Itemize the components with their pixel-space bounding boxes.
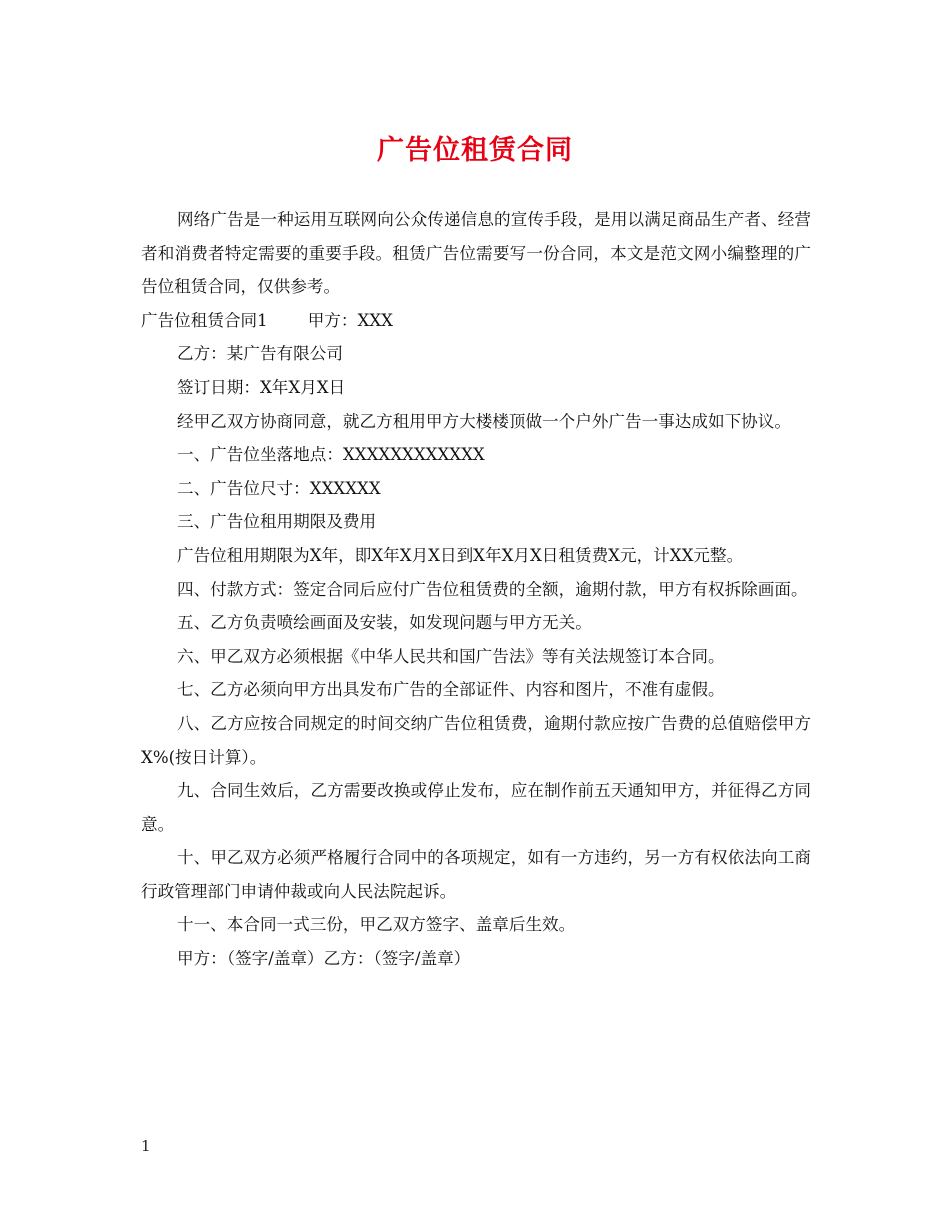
clause-3: 三、广告位租用期限及费用 — [177, 512, 377, 532]
clause-1: 一、广告位坐落地点：XXXXXXXXXXXX — [177, 445, 485, 465]
clause-11: 十一、本合同一式三份，甲乙双方签字、盖章后生效。 — [177, 915, 576, 935]
sign-date: 签订日期：X年X月X日 — [177, 377, 346, 397]
document-title: 广告位租赁合同 — [377, 135, 573, 166]
party-a: 甲方：XXX — [307, 310, 393, 330]
preamble-paragraph: 经甲乙双方协商同意，就乙方租用甲方大楼楼顶做一个户外广告一事达成如下协议。 — [177, 411, 791, 431]
document-body — [141, 203, 811, 976]
clause-8: 八、乙方应按合同规定的时间交纳广告位租赁费，逾期付款应按广告费的总值赔偿甲方 X%(按日计算）。 — [141, 713, 811, 767]
clause-6: 六、甲乙双方必须根据《中华人民共和国广告法》等有关法规签订本合同。 — [177, 646, 725, 666]
signature-line: 甲方：（签字/盖章）乙方：（签字/盖章） — [177, 949, 471, 969]
clause-7: 七、乙方必须向甲方出具发布广告的全部证件、内容和图片，不准有虚假。 — [177, 680, 725, 700]
clause-9: 九、合同生效后，乙方需要改换或停止发布，应在制作前五天通知甲方，并征得乙方同意。 — [141, 781, 811, 834]
clause-4: 四、付款方式：签定合同后应付广告位租赁费的全额，逾期付款，甲方有权拆除画面。 — [177, 579, 808, 599]
clause-5: 五、乙方负责喷绘画面及安装，如发现问题与甲方无关。 — [177, 613, 592, 633]
clause-3-detail: 广告位租用期限为X年，即X年X月X日到X年X月X日租赁费X元，计XX元整。 — [177, 545, 744, 565]
clause-2: 二、广告位尺寸：XXXXXX — [177, 478, 381, 498]
page-number: 1 — [141, 1137, 151, 1155]
party-b: 乙方：某广告有限公司 — [177, 344, 343, 364]
contract-heading: 广告位租赁合同1 — [141, 310, 268, 330]
intro-paragraph: 网络广告是一种运用互联网向公众传递信息的宣传手段，是用以满足商品生产者、经营者和消费者特定需要的重要手段。租赁广告位需要写一份合同，本文是范文网小编整理的广告位租赁合同，仅供参考。 — [141, 210, 811, 297]
clause-10: 十、甲乙双方必须严格履行合同中的各项规定，如有一方违约，另一方有权依法向工商行政管理部门申请仲裁或向人民法院起诉。 — [141, 848, 811, 901]
contract-heading-line — [141, 304, 811, 338]
